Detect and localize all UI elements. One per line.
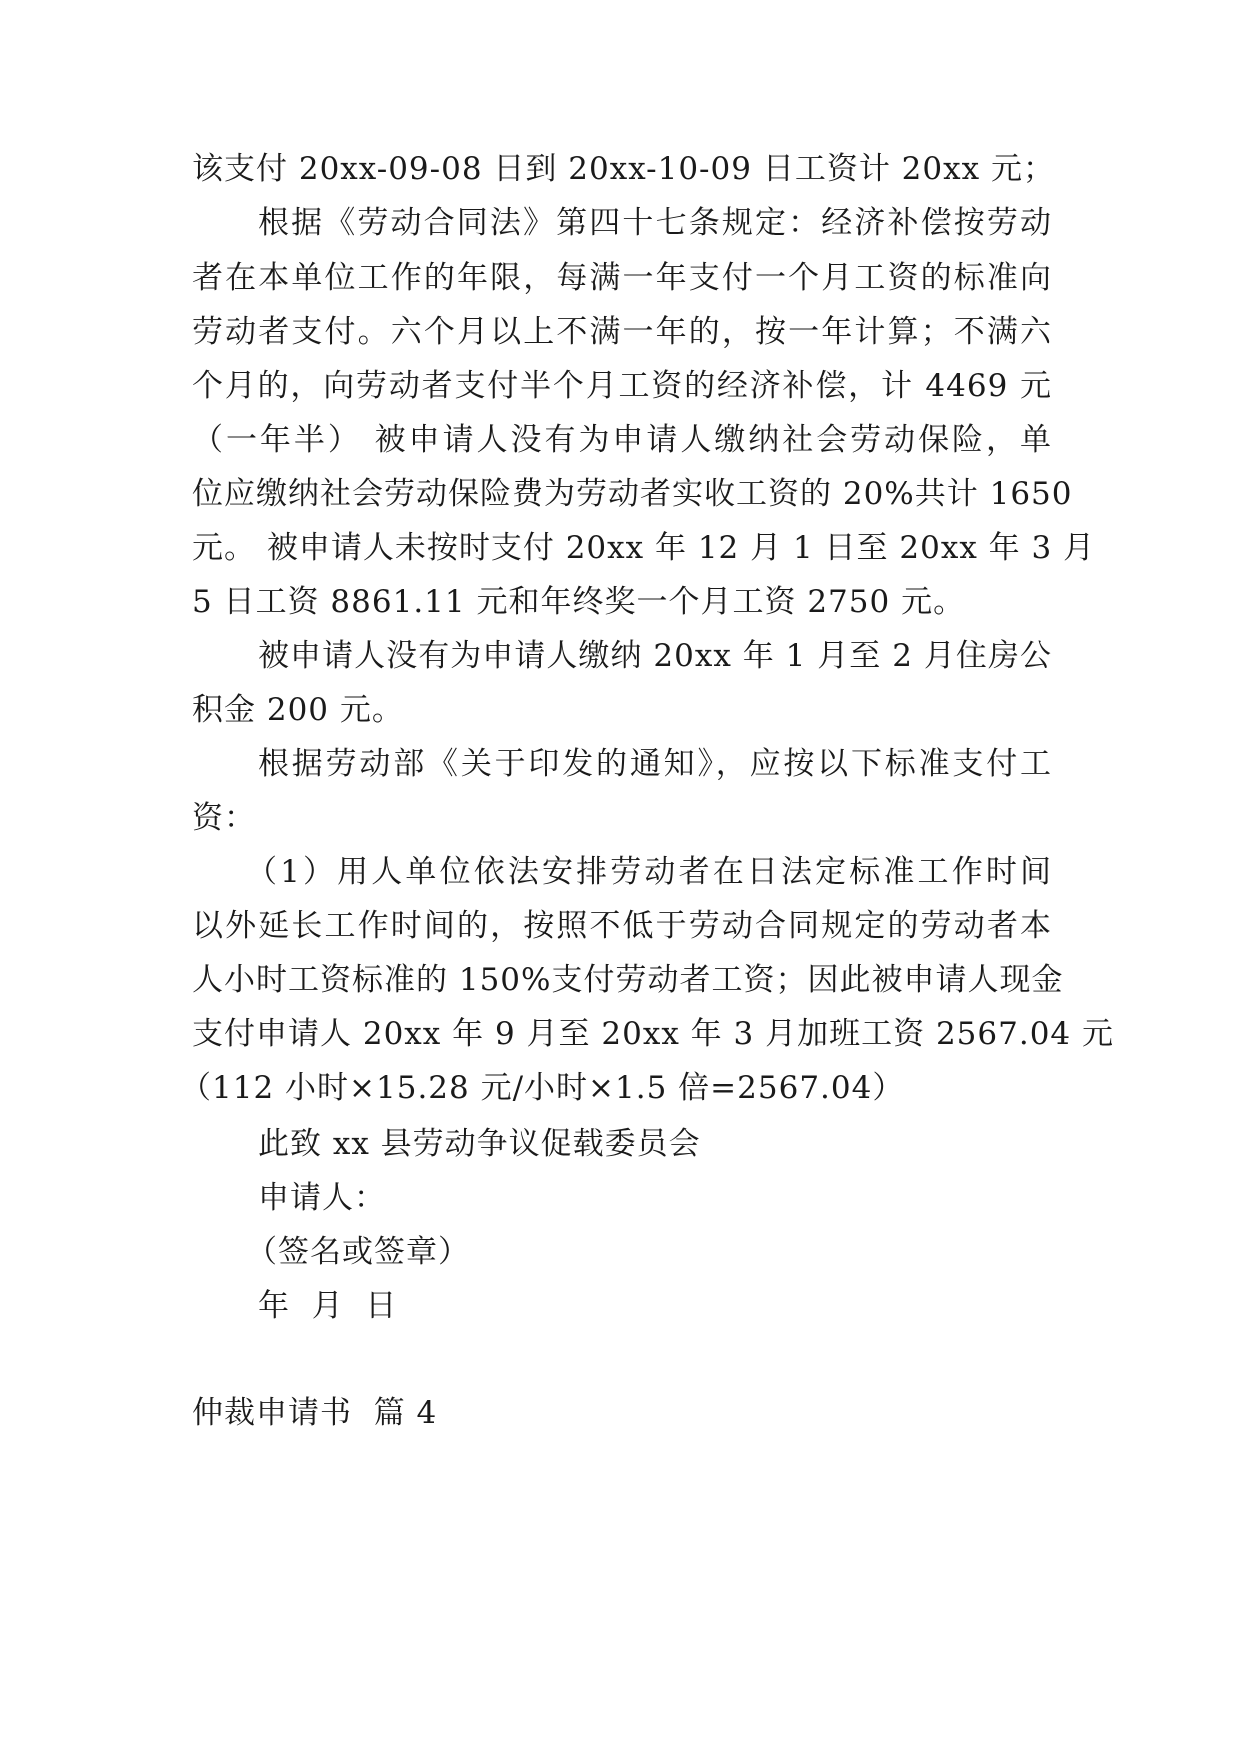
paragraph-start-line: 根据《劳动合同法》第四十七条规定：经济补偿按劳动	[258, 205, 1052, 241]
text-line: 资：	[192, 800, 256, 836]
applicant-label: 申请人：	[258, 1180, 386, 1216]
date-line: 年 月 日	[258, 1288, 398, 1324]
text-line: （112 小时×15.28 元/小时×1.5 倍=2567.04）	[180, 1070, 905, 1106]
paragraph-start-line: 被申请人没有为申请人缴纳 20xx 年 1 月至 2 月住房公	[258, 638, 1052, 674]
text-line: （一年半） 被申请人没有为申请人缴纳社会劳动保险，单	[192, 422, 1052, 458]
text-line: 人小时工资标准的 150%支付劳动者工资；因此被申请人现金	[192, 962, 1064, 998]
text-line: 以外延长工作时间的，按照不低于劳动合同规定的劳动者本	[192, 908, 1052, 944]
section-heading: 仲裁申请书 篇 4	[192, 1395, 438, 1431]
text-line: 积金 200 元。	[192, 692, 404, 728]
text-line: 元。 被申请人未按时支付 20xx 年 12 月 1 日至 20xx 年 3 月	[192, 530, 1096, 566]
text-line: 个月的，向劳动者支付半个月工资的经济补偿，计 4469 元	[192, 368, 1052, 404]
text-line: 支付申请人 20xx 年 9 月至 20xx 年 3 月加班工资 2567.04 元	[192, 1016, 1115, 1052]
paragraph-start-line: （1）用人单位依法安排劳动者在日法定标准工作时间	[246, 854, 1052, 890]
text-line: 者在本单位工作的年限，每满一年支付一个月工资的标准向	[192, 260, 1052, 296]
paragraph-start-line: 根据劳动部《关于印发的通知》，应按以下标准支付工	[258, 746, 1052, 782]
salutation-line: 此致 xx 县劳动争议促载委员会	[258, 1126, 701, 1162]
text-line: 该支付 20xx-09-08 日到 20xx-10-09 日工资计 20xx 元；	[192, 151, 1055, 187]
text-line: 5 日工资 8861.11 元和年终奖一个月工资 2750 元。	[192, 584, 966, 620]
text-line: 劳动者支付。六个月以上不满一年的，按一年计算；不满六	[192, 314, 1052, 350]
signature-note: （签名或签章）	[246, 1234, 470, 1270]
text-line: 位应缴纳社会劳动保险费为劳动者实收工资的 20%共计 1650	[192, 476, 1073, 512]
